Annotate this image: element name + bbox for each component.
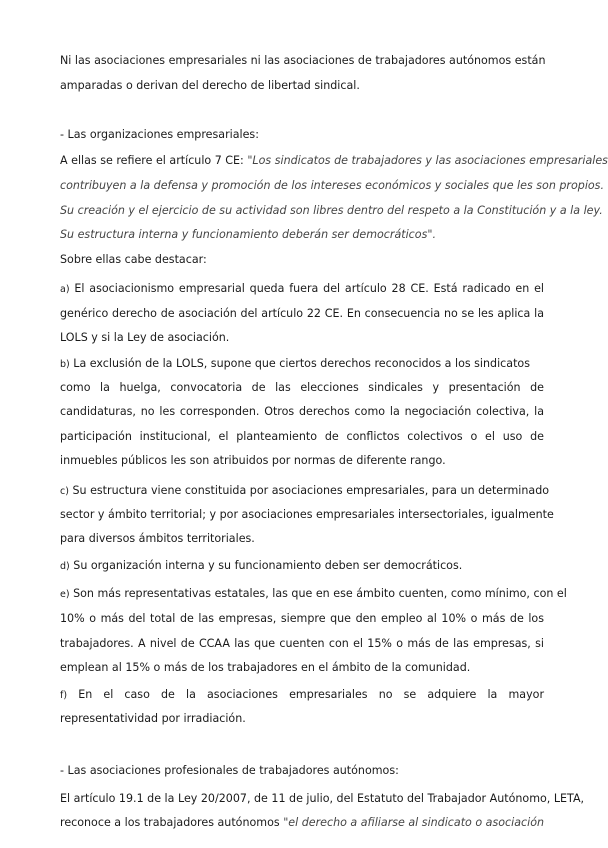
list-item-f xyxy=(60,688,544,703)
list-item-label: e) xyxy=(60,589,70,600)
list-item-text: Su organización interna y su funcionamiento deben ser democráticos. xyxy=(73,559,463,572)
list-item-text: La exclusión de la LOLS, supone que ciertos derechos reconocidos a los sindicatos xyxy=(73,357,530,370)
article-7-quote-line-2: contribuyen a la defensa y promoción de los intereses económicos y sociales que les son propios. xyxy=(60,179,604,192)
article-7-quote-line-3: Su creación y el ejercicio de su actividad son libres dentro del respeto a la Constitución y a la ley. xyxy=(60,204,603,217)
list-item-text: El asociacionismo empresarial queda fuera del artículo 28 CE. Está radicado en el xyxy=(74,282,544,295)
list-item-e-line-2: 10% o más del total de las empresas, siempre que den empleo al 10% o más de los xyxy=(60,612,544,625)
list-item-c xyxy=(60,484,550,499)
article-7-lead: A ellas se refiere el artículo 7 CE: xyxy=(60,154,248,167)
intro-line-1: Ni las asociaciones empresariales ni las asociaciones de trabajadores autónomos están xyxy=(60,54,546,67)
list-item-label: b) xyxy=(60,359,70,370)
list-item-b-line-3: candidaturas, no les corresponden. Otros derechos como la negociación colectiva, la xyxy=(60,405,544,418)
leta-line-2-lead: reconoce a los trabajadores autónomos xyxy=(60,816,284,829)
list-item-b-line-2: como la huelga, convocatoria de las elecciones sindicales y presentación de xyxy=(60,381,544,394)
list-item-text: Son más representativas estatales, las que en ese ámbito cuenten, como mínimo, con el xyxy=(73,587,567,600)
list-item-label: c) xyxy=(60,486,69,497)
section-heading-self-employed: - Las asociaciones profesionales de trabajadores autónomos: xyxy=(60,764,399,777)
leta-line-1: El artículo 19.1 de la Ley 20/2007, de 11 de julio, del Estatuto del Trabajador Autónomo, LETA, xyxy=(60,792,585,805)
leta-line-2 xyxy=(60,816,544,830)
list-item-b-line-5: inmuebles públicos les son atribuidos por normas de diferente rango. xyxy=(60,454,446,467)
list-item-text: En el caso de la asociaciones empresariales no se adquiere la mayor xyxy=(78,688,545,701)
leta-line-2-quote: "el derecho a afiliarse al sindicato o asociación xyxy=(283,816,545,829)
list-item-label: a) xyxy=(60,284,70,295)
list-item-label: d) xyxy=(60,561,70,572)
article-7-quote-line-4: Su estructura interna y funcionamiento deberán ser democráticos". xyxy=(60,228,436,241)
list-item-d xyxy=(60,559,544,574)
section-heading-employers: - Las organizaciones empresariales: xyxy=(60,128,259,141)
list-item-label: f) xyxy=(60,690,68,701)
article-7-quote-line-1: "Los sindicatos de trabajadores y las asociaciones empresariales xyxy=(247,154,608,167)
highlight-intro: Sobre ellas cabe destacar: xyxy=(60,253,207,266)
list-item-c-line-3: para diversos ámbitos territoriales. xyxy=(60,532,255,545)
intro-line-2: amparadas o derivan del derecho de libertad sindical. xyxy=(60,79,360,92)
list-item-e-line-3: trabajadores. A nivel de CCAA las que cuenten con el 15% o más de las empresas, si xyxy=(60,637,544,650)
article-7-reference xyxy=(60,154,608,168)
list-item-e-line-4: emplean al 15% o más de los trabajadores en el ámbito de la comunidad. xyxy=(60,661,471,674)
list-item-e xyxy=(60,587,567,602)
list-item-a-line-2: genérico derecho de asociación del artículo 22 CE. En consecuencia no se les aplica la xyxy=(60,307,544,320)
list-item-f-line-2: representatividad por irradiación. xyxy=(60,712,246,725)
list-item-a-line-3: LOLS y si la Ley de asociación. xyxy=(60,331,230,344)
list-item-b xyxy=(60,357,544,372)
list-item-c-line-2: sector y ámbito territorial; y por asociaciones empresariales intersectoriales, igualmente xyxy=(60,508,554,521)
list-item-b-line-4: participación institucional, el planteamiento de conflictos colectivos o el uso de xyxy=(60,430,544,443)
list-item-text: Su estructura viene constituida por asociaciones empresariales, para un determinado xyxy=(72,484,550,497)
list-item-a xyxy=(60,282,544,297)
